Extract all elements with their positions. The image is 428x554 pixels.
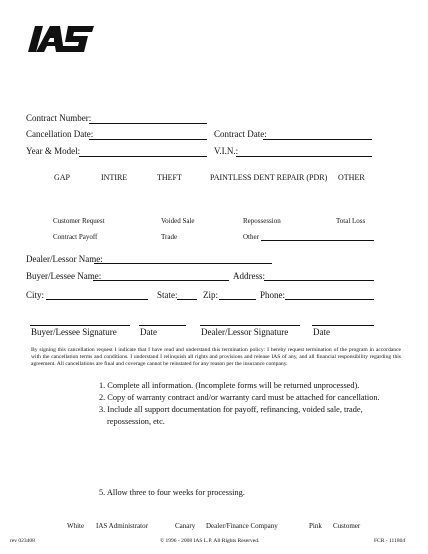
instruction-5: 5. Allow three to four weeks for processing. (99, 488, 245, 497)
cancellation-date-field[interactable] (89, 139, 207, 140)
dealer-date-field[interactable] (312, 325, 374, 326)
state-field[interactable] (177, 299, 197, 300)
instruction-1: 1. Complete all information. (Incomplete forms will be returned unprocessed). (99, 381, 360, 390)
vin-label: V.I.N.: (214, 146, 239, 156)
copy-white-recipient: IAS Administrator (96, 522, 148, 530)
instruction-3: 3. Include all support documentation for payoff, refinancing, voided sale, trade, (99, 405, 363, 414)
form-id: FCR - 111804 (374, 538, 406, 544)
copy-white: White (67, 522, 85, 530)
buyer-date-label: Date (140, 327, 157, 337)
reason-voided-sale[interactable]: Voided Sale (161, 217, 195, 225)
reason-other[interactable]: Other (243, 233, 259, 241)
reason-repossession[interactable]: Repossession (243, 217, 281, 225)
buyer-signature-label: Buyer/Lessee Signature (31, 327, 117, 337)
copy-pink: Pink (309, 522, 322, 530)
phone-label: Phone: (260, 290, 286, 300)
instruction-2: 2. Copy of warranty contract and/or warranty card must be attached for cancellation. (99, 393, 380, 402)
zip-field[interactable] (219, 299, 256, 300)
contract-date-field[interactable] (263, 139, 372, 140)
vin-field[interactable] (236, 156, 372, 157)
cancellation-date-label: Cancellation Date: (26, 129, 94, 139)
city-label: City: (26, 290, 45, 300)
copy-canary-recipient: Dealer/Finance Company (206, 522, 278, 530)
state-label: State: (157, 290, 178, 300)
buyer-lessee-name-field[interactable] (93, 280, 229, 281)
termination-disclaimer: By signing this cancellation request I indicate that I have read and understand this termination policy: I hereby request termination of the program in accordance with the cancellation terms and conditions. I understand I relinquish all rights and provisions and release IAS of any, and all financial responsibility regarding this agreement. All cancellations are final and coverage cannot be reinstated for any reason per the insurance company. (31, 347, 401, 367)
copy-pink-recipient: Customer (333, 522, 361, 530)
product-gap[interactable]: GAP (54, 173, 71, 182)
reason-total-loss[interactable]: Total Loss (336, 217, 366, 225)
contract-number-field[interactable] (89, 123, 207, 124)
dealer-signature-field[interactable] (200, 325, 300, 326)
product-theft[interactable]: THEFT (157, 173, 182, 182)
contract-number-label: Contract Number: (26, 113, 92, 123)
reason-contract-payoff[interactable]: Contract Payoff (53, 233, 98, 241)
ias-logo (26, 24, 100, 54)
revision-number: rev 023408 (10, 538, 35, 544)
dealer-lessor-name-field[interactable] (94, 263, 272, 264)
phone-field[interactable] (285, 299, 374, 300)
zip-label: Zip: (203, 290, 218, 300)
dealer-lessor-name-label: Dealer/Lessor Name: (26, 254, 103, 264)
instruction-3-cont: repossession, etc. (107, 417, 165, 426)
product-pdr[interactable]: PAINTLESS DENT REPAIR (PDR) (210, 173, 328, 182)
product-other[interactable]: OTHER (338, 173, 365, 182)
year-model-field[interactable] (79, 156, 207, 157)
buyer-date-field[interactable] (139, 325, 186, 326)
city-field[interactable] (46, 299, 148, 300)
copyright: © 1996 - 2008 IAS L.P. All Rights Reserved. (160, 538, 260, 544)
buyer-signature-field[interactable] (30, 325, 130, 326)
dealer-date-label: Date (313, 327, 330, 337)
product-intire[interactable]: INTIRE (101, 173, 128, 182)
reason-trade[interactable]: Trade (161, 233, 178, 241)
buyer-lessee-name-label: Buyer/Lessee Name: (26, 271, 102, 281)
reason-other-field[interactable] (261, 240, 374, 241)
year-model-label: Year & Model: (26, 146, 81, 156)
copy-canary: Canary (175, 522, 196, 530)
address-label: Address: (233, 271, 265, 281)
contract-date-label: Contract Date: (214, 129, 267, 139)
address-field[interactable] (264, 280, 374, 281)
reason-customer-request[interactable]: Customer Request (53, 217, 105, 225)
dealer-signature-label: Dealer/Lessor Signature (201, 327, 289, 337)
